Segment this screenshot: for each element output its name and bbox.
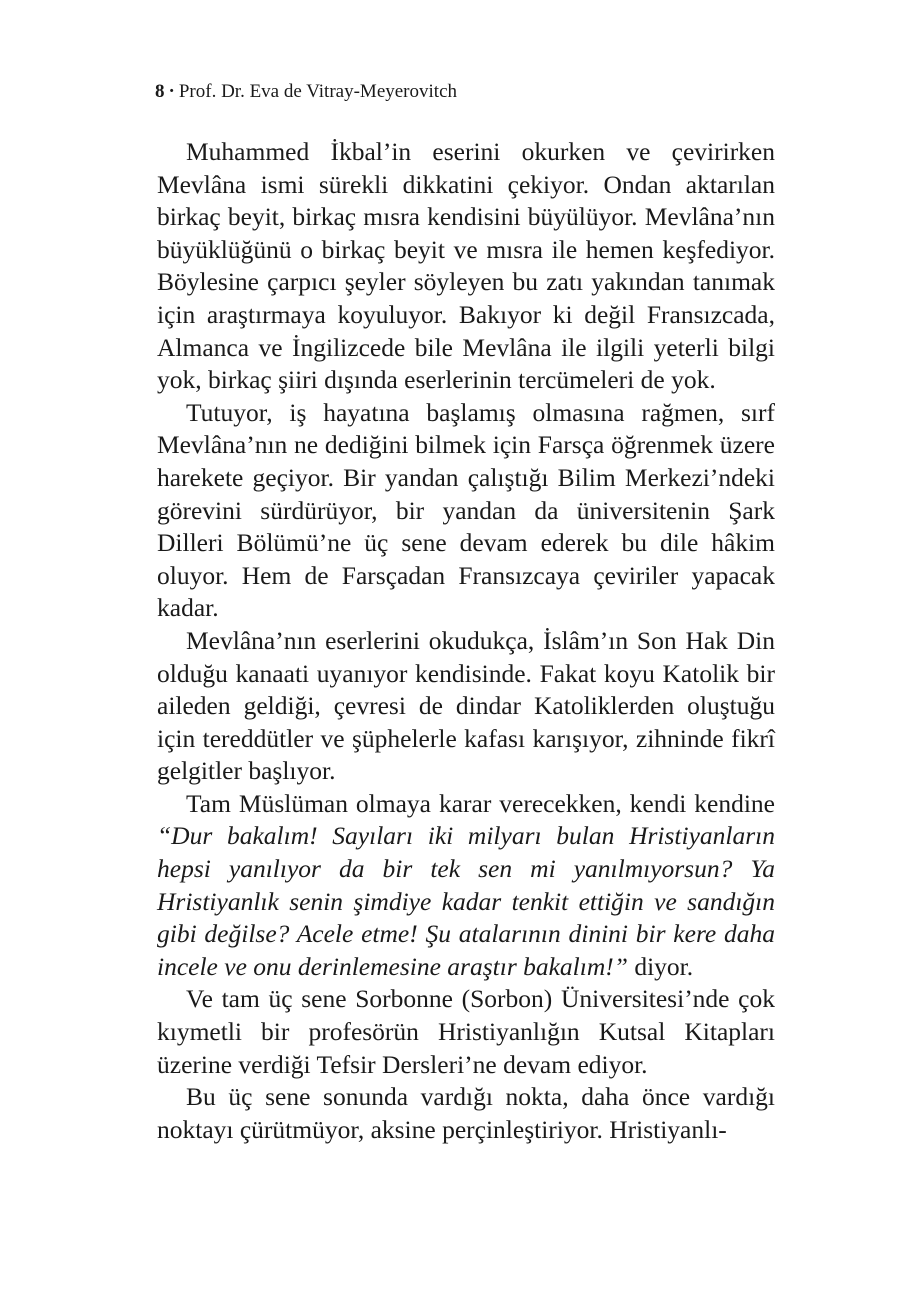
running-head-separator: · (168, 81, 175, 102)
page-number: 8 (155, 81, 165, 102)
paragraph-trailing-text: diyor. (627, 951, 694, 981)
paragraph-with-quote (157, 788, 775, 984)
running-head (155, 80, 457, 104)
paragraph: Bu üç sene sonunda vardığı nokta, daha önce vardığı noktayı çürütmüyor, aksine perçinleştiriyor. Hristiyanlı- (157, 1082, 775, 1144)
running-head-author: Prof. Dr. Eva de Vitray-Meyerovitch (178, 81, 457, 102)
paragraph: Ve tam üç sene Sorbonne (Sorbon) Üniversitesi’nde çok kıymetli bir profesörün Hristiyanlığın Kutsal Kitapları üzerine verdiği Tefsir Dersleri’ne devam ediyor. (157, 984, 775, 1079)
body-text (157, 136, 775, 1146)
paragraph: Tutuyor, iş hayatına başlamış olmasına rağmen, sırf Mevlâna’nın ne dediğini bilmek için Farsça öğrenmek üzere harekete geçiyor. Bir yandan çalıştığı Bilim Merkezi’ndeki görevini sürdürüyor, bir yandan da üniversitenin Şark Dilleri Bölümü’ne üç sene devam ederek bu dile hâkim oluyor. Hem de Farsçadan Fransızcaya çeviriler yapacak kadar. (157, 397, 775, 623)
paragraph: Muhammed İkbal’in eserini okurken ve çevirirken Mevlâna ismi sürekli dikkatini çekiyor. Ondan aktarılan birkaç beyit, birkaç mısra kendisini büyülüyor. Mevlâna’nın büyüklüğünü o birkaç beyit ve mısra ile hemen keşfediyor. Böylesine çarpıcı şeyler söyleyen bu zatı yakından tanımak için araştırmaya koyuluyor. Bakıyor ki değil Fransızcada, Almanca ve İngilizcede bile Mevlâna ile ilgili yeterli bilgi yok, birkaç şiiri dışında eserlerinin tercümeleri de yok. (157, 137, 775, 395)
italic-quote: “Dur bakalım! Sayıları iki milyarı bulan Hristiyanların hepsi yanılıyor da bir tek sen mi yanılmıyorsun? Ya Hristiyanlık senin şimdiye kadar tenkit ettiğin ve sandığın gibi değilse? Acele etme! Şu atalarının dinini bir kere daha incele ve onu derinlemesine araştır bakalım!” (157, 821, 775, 981)
paragraph: Mevlâna’nın eserlerini okudukça, İslâm’ın Son Hak Din olduğu kanaati uyanıyor kendisinde. Fakat koyu Katolik bir aileden geldiği, çevresi de dindar Katoliklerden oluştuğu için tereddütler ve şüphelerle kafası karışıyor, zihninde fikrî gelgitler başlıyor. (157, 625, 775, 786)
paragraph-lead-text: Tam Müslüman olmaya karar verecekken, kendi kendine (186, 788, 775, 818)
